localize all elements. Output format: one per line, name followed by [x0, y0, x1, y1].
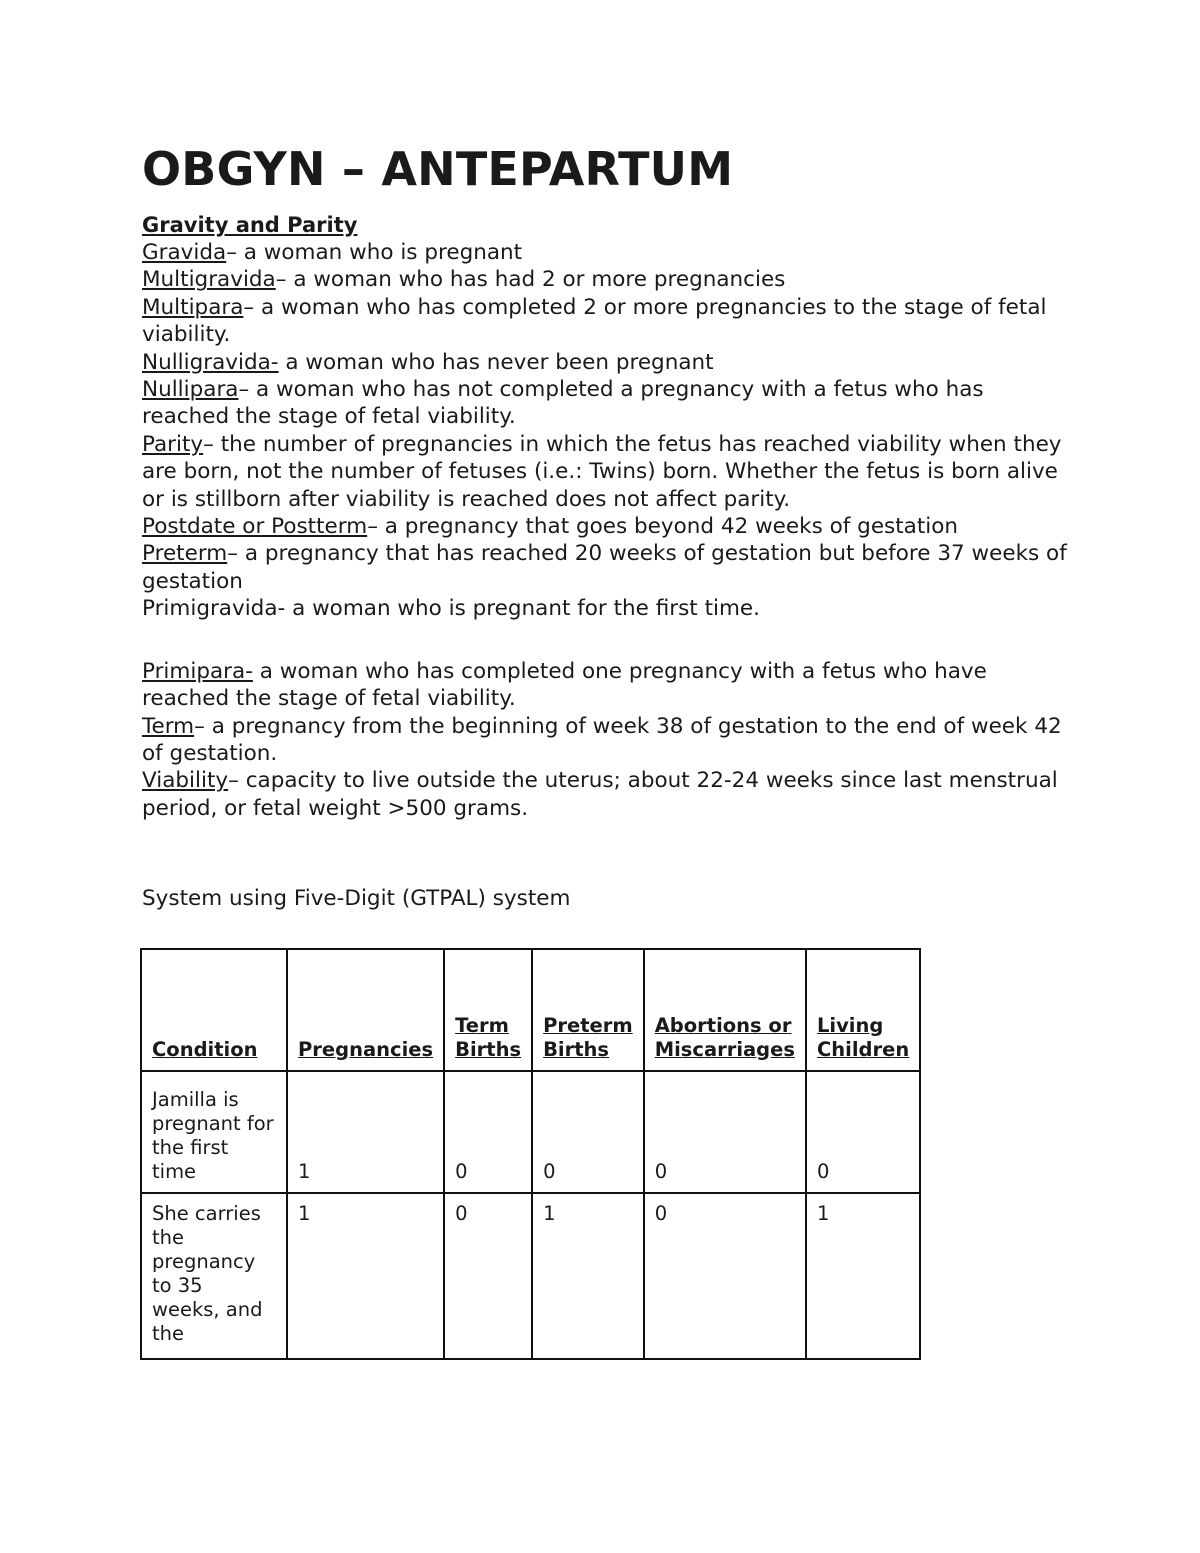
term: Postdate or Postterm	[142, 514, 368, 540]
term: Nulligravida-	[142, 349, 279, 375]
table-cell: 1	[532, 1193, 644, 1359]
header-label: Living Children	[816, 1013, 910, 1061]
term: Multigravida	[142, 267, 276, 293]
table-cell: Jamilla is pregnant for the first time	[141, 1071, 287, 1193]
table-cell: 0	[644, 1071, 806, 1193]
section-heading: Gravity and Parity	[142, 213, 358, 237]
table-cell: 1	[287, 1071, 444, 1193]
definition-text: – a pregnancy that goes beyond 42 weeks of gestation	[367, 514, 959, 540]
definition-text: a woman who has never been pregnant	[278, 349, 714, 375]
definition-nullipara	[142, 376, 1072, 431]
table-cell: 1	[806, 1193, 920, 1359]
table-cell: 0	[444, 1071, 532, 1193]
header-label: Abortions or Miscarriages	[654, 1013, 795, 1061]
definition-nulligravida	[142, 349, 1072, 376]
header-condition	[141, 949, 287, 1071]
definition-text: – a pregnancy from the beginning of week 38 of gestation to the end of week 42 of gestation.	[142, 713, 1062, 766]
definition-parity	[142, 431, 1072, 513]
term: Parity	[142, 431, 204, 457]
definition-postterm	[142, 513, 1072, 540]
definition-text: – a woman who has had 2 or more pregnancies	[275, 267, 786, 293]
header-preterm-births	[532, 949, 644, 1071]
definition-text: – a pregnancy that has reached 20 weeks of gestation but before 37 weeks of gestation	[142, 541, 1067, 594]
header-label: Preterm Births	[543, 1013, 633, 1061]
paragraph-spacer	[142, 822, 1072, 885]
table-cell: 0	[644, 1193, 806, 1359]
table-cell: 1	[287, 1193, 444, 1359]
table-row	[141, 1071, 920, 1193]
term: Multipara	[142, 294, 244, 320]
header-abortions	[644, 949, 806, 1071]
document-page	[142, 140, 1072, 1360]
definition-text: – the number of pregnancies in which the fetus has reached viability when they are born, not the number of fetuses (i.e.: Twins) born. Whether the fetus is born alive or is stillborn after viability is reached does not affect parity.	[142, 431, 1062, 512]
term: Preterm	[142, 541, 228, 567]
gtpal-table	[140, 948, 921, 1360]
page-title: OBGYN – ANTEPARTUM	[142, 142, 734, 196]
definition-multigravida	[142, 266, 1072, 293]
table-cell: 0	[806, 1071, 920, 1193]
definition-text: – a woman who has not completed a pregnancy with a fetus who has reached the stage of fetal viability.	[142, 377, 984, 430]
definition-text: – a woman who has completed 2 or more pregnancies to the stage of fetal viability.	[142, 294, 1047, 348]
table-cell: 0	[444, 1193, 532, 1359]
term: Nullipara	[142, 377, 239, 403]
header-label: Term Births	[455, 1013, 522, 1061]
header-pregnancies	[287, 949, 444, 1071]
definition-multipara	[142, 294, 1072, 349]
definition-text: – a woman who is pregnant	[226, 240, 523, 265]
header-term-births	[444, 949, 532, 1071]
definition-text: – capacity to live outside the uterus; about 22-24 weeks since last menstrual period, or fetal weight >500 grams.	[142, 768, 1058, 821]
term: Gravida	[142, 240, 227, 265]
term: Term	[142, 713, 195, 739]
header-label: Pregnancies	[298, 1037, 434, 1061]
term: Primipara-	[142, 658, 253, 684]
header-label: Condition	[152, 1037, 258, 1061]
table-cell: 0	[532, 1071, 644, 1193]
header-living-children	[806, 949, 920, 1071]
table-header-row	[141, 949, 920, 1071]
definition-gravida	[142, 239, 1072, 266]
term: Viability	[142, 768, 229, 794]
table-cell: She carries the pregnancy to 35 weeks, and the	[141, 1193, 287, 1359]
table-row	[141, 1193, 920, 1359]
definition-term	[142, 713, 1072, 768]
definition-primigravida: Primigravida- a woman who is pregnant for the first time.	[142, 596, 760, 622]
definition-viability	[142, 767, 1072, 822]
table-caption: System using Five-Digit (GTPAL) system	[142, 886, 571, 912]
definition-text: a woman who has completed one pregnancy with a fetus who have reached the stage of fetal viability.	[142, 658, 987, 712]
definition-primipara	[142, 658, 1072, 713]
paragraph-spacer	[142, 623, 1072, 658]
definition-preterm	[142, 540, 1072, 595]
